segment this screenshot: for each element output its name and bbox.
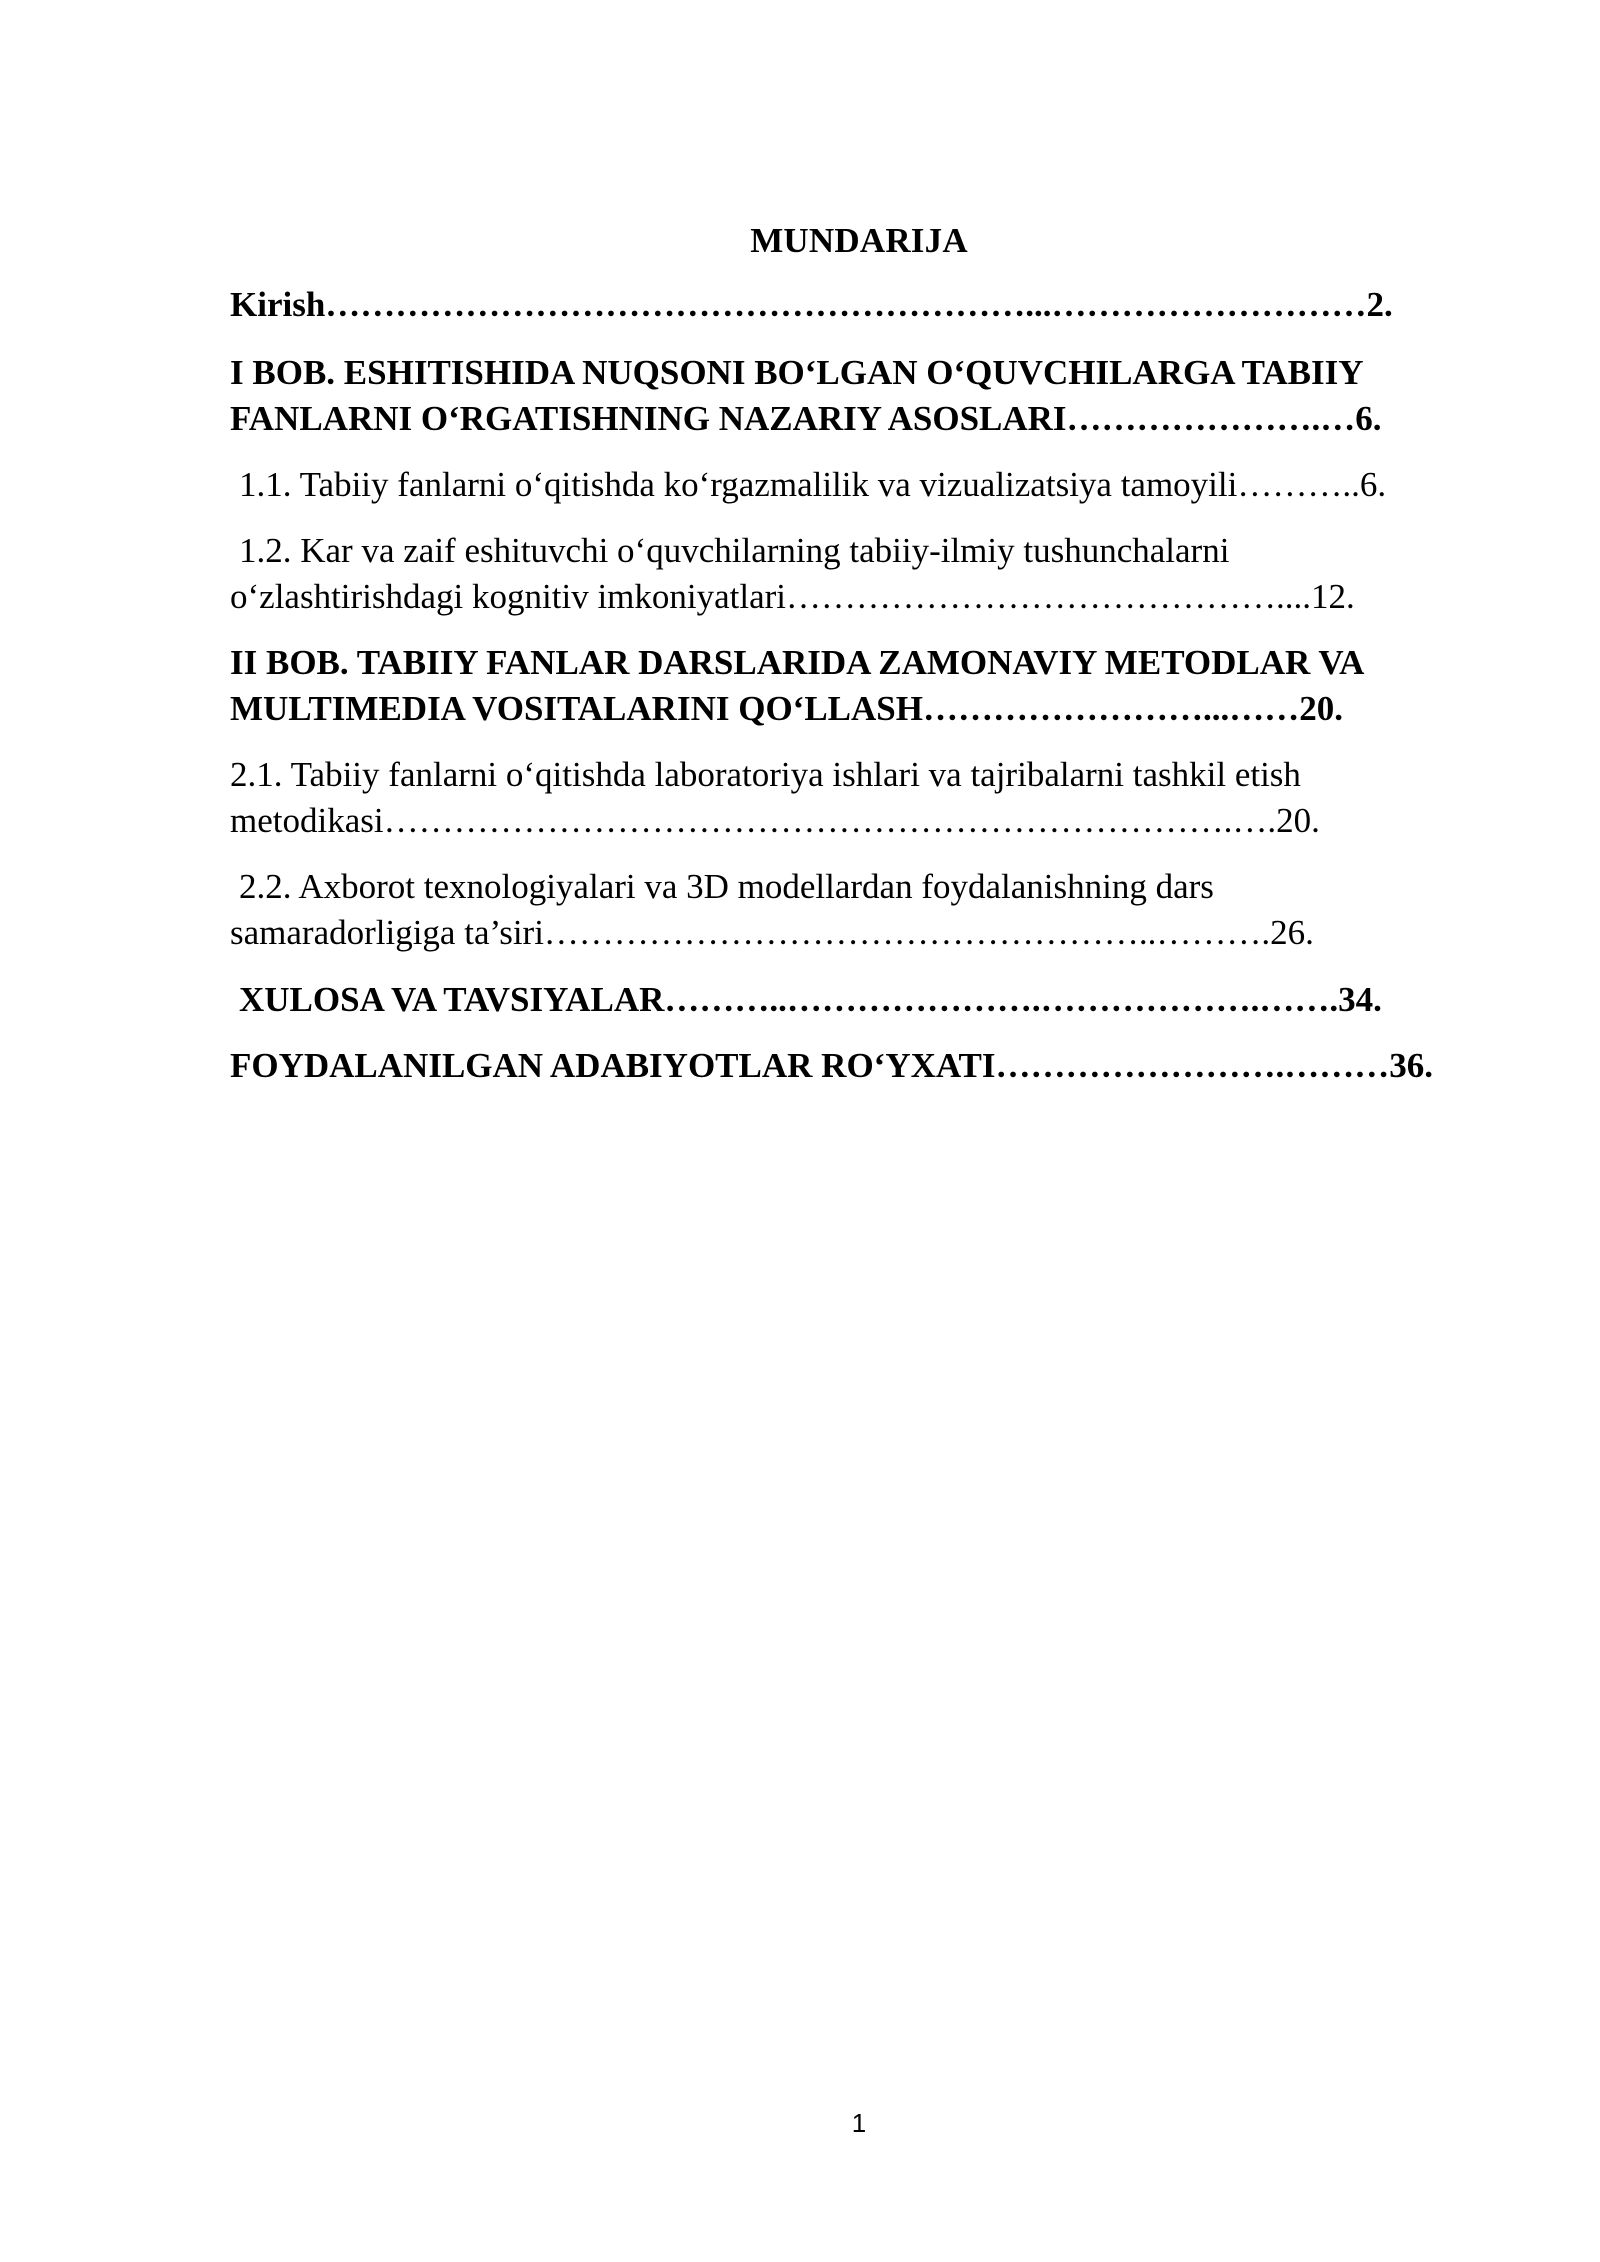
toc-entry-line: MULTIMEDIA VOSITALARINI QO‘LLASH……………………...……20.: [230, 689, 1343, 728]
toc-entry-line: o‘zlashtirishdagi kognitiv imkoniyatlari……………………………………....12.: [230, 577, 1355, 616]
toc-entry-chapter-1: [230, 350, 1492, 442]
toc-entry-line: I BOB. ESHITISHIDA NUQSONI BO‘LGAN O‘QUVCHILARGA TABIIY: [230, 353, 1364, 392]
toc-entry-text: 1.1. Tabiiy fanlarni o‘qitishda ko‘rgazmalilik va vizualizatsiya tamoyili………..6.: [239, 465, 1387, 504]
toc-entry-section-1-1: [230, 462, 1492, 508]
page-title: MUNDARIJA: [750, 221, 968, 260]
toc-entry-line: 2.2. Axborot texnologiyalari va 3D modellardan foydalanishning dars: [239, 867, 1214, 906]
toc-entry-text: FOYDALANILGAN ADABIYOTLAR RO‘YXATI…………………….………36.: [230, 1046, 1434, 1085]
toc-entry-line: II BOB. TABIIY FANLAR DARSLARIDA ZAMONAVIY METODLAR VA: [230, 643, 1365, 682]
toc-entry-text: Kirish……………………………………………………...………………………2.: [230, 285, 1393, 324]
toc-entry-line: metodikasi……………………………………………………………….….20.: [230, 801, 1320, 840]
toc-entry-line: 1.2. Kar va zaif eshituvchi o‘quvchilarning tabiiy-ilmiy tushunchalarni: [239, 531, 1230, 570]
toc-entry-kirish: [230, 282, 1492, 328]
toc-entry-line: 2.1. Tabiiy fanlarni o‘qitishda laboratoriya ishlari va tajribalarni tashkil etish: [230, 755, 1301, 794]
table-of-contents: [230, 282, 1492, 1089]
page-number: 1: [851, 2108, 867, 2138]
toc-entry-xulosa: [230, 977, 1492, 1023]
toc-entry-section-2-2: [230, 864, 1492, 956]
toc-entry-section-1-2: [230, 528, 1492, 620]
toc-entry-chapter-2: [230, 640, 1492, 732]
toc-entry-text: XULOSA VA TAVSIYALAR………..………………….……………….…….34.: [239, 980, 1382, 1019]
toc-entry-line: FANLARNI O‘RGATISHNING NAZARIY ASOSLARI………………….…6.: [230, 399, 1382, 438]
toc-entry-line: samaradorligiga ta’siri……………………………………………..……….26.: [230, 913, 1314, 952]
toc-entry-section-2-1: [230, 752, 1492, 844]
toc-entry-adabiyotlar: [230, 1043, 1492, 1089]
